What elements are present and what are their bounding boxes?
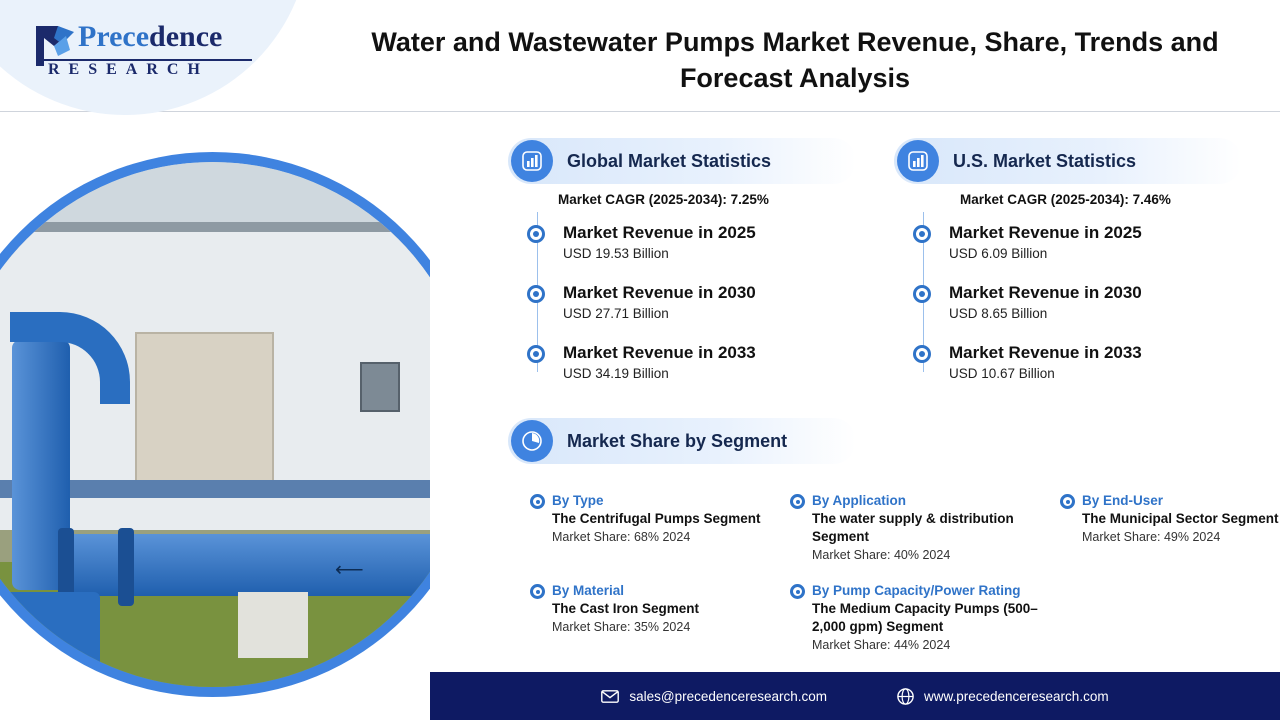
- us-market-statistics-header: [894, 138, 1242, 184]
- bar-chart-icon: [511, 140, 553, 182]
- segment-by-end-user: [1060, 492, 1280, 546]
- content-area: [430, 112, 1280, 672]
- us-stat-2025: [923, 222, 1263, 264]
- stat-bullet-icon: [527, 345, 545, 363]
- segment-bullet-icon: [790, 584, 805, 599]
- segment-by-type: [530, 492, 780, 546]
- segment-category: By Material: [552, 583, 625, 598]
- us-stat-2033: [923, 342, 1263, 384]
- global-stat-label: Market Revenue in 2025: [563, 223, 756, 242]
- segment-bullet-icon: [530, 494, 545, 509]
- brand-name-part2: dence: [149, 20, 223, 53]
- brand-subtitle: RESEARCH: [48, 61, 209, 78]
- us-stat-label: Market Revenue in 2033: [949, 343, 1142, 362]
- segment-bullet-icon: [790, 494, 805, 509]
- brand-logo[interactable]: [26, 18, 296, 90]
- segment-leader: The Medium Capacity Pumps (500–2,000 gpm) Segment: [812, 601, 1038, 634]
- segment-share: Market Share: 68% 2024: [552, 530, 691, 544]
- us-stat-value: USD 8.65 Billion: [949, 306, 1048, 321]
- segment-by-material: [530, 582, 780, 636]
- envelope-icon: [601, 690, 619, 703]
- us-panel-title: U.S. Market Statistics: [953, 150, 1137, 171]
- brand-name: [78, 20, 222, 54]
- stat-bullet-icon: [527, 285, 545, 303]
- segment-leader: The Municipal Sector Segment: [1082, 511, 1279, 526]
- pie-chart-icon: [511, 420, 553, 462]
- segment-leader: The Centrifugal Pumps Segment: [552, 511, 761, 526]
- photo-flow-arrow-icon: ⟵: [335, 559, 364, 581]
- segment-bullet-icon: [530, 584, 545, 599]
- segment-leader: The Cast Iron Segment: [552, 601, 700, 616]
- stat-bullet-icon: [527, 225, 545, 243]
- us-stat-label: Market Revenue in 2025: [949, 223, 1142, 242]
- global-stat-2025: [537, 222, 877, 264]
- header: [0, 0, 1280, 112]
- global-stat-2033: [537, 342, 877, 384]
- footer-email-text: sales@precedenceresearch.com: [629, 688, 827, 704]
- brand-name-part1: Prece: [78, 20, 150, 53]
- global-panel-title: Global Market Statistics: [567, 150, 772, 171]
- footer-email[interactable]: [601, 689, 827, 704]
- stat-bullet-icon: [913, 225, 931, 243]
- segment-category: By Application: [812, 493, 907, 508]
- pump-station-photo: [0, 162, 430, 687]
- segment-by-pump-capacity: [790, 582, 1050, 654]
- global-stat-label: Market Revenue in 2033: [563, 343, 756, 362]
- segment-bullet-icon: [1060, 494, 1075, 509]
- segment-share: Market Share: 35% 2024: [552, 620, 691, 634]
- global-stat-value: USD 19.53 Billion: [563, 246, 669, 261]
- segment-share: Market Share: 49% 2024: [1082, 530, 1221, 544]
- global-stat-value: USD 27.71 Billion: [563, 306, 669, 321]
- segment-share: Market Share: 40% 2024: [812, 548, 951, 562]
- globe-icon: [897, 688, 914, 705]
- segment-category: By End-User: [1082, 493, 1164, 508]
- page-title: Water and Wastewater Pumps Market Revenue, Share, Trends and Forecast Analysis: [371, 27, 1219, 93]
- photo-panel: [0, 112, 430, 720]
- segments-panel-title: Market Share by Segment: [567, 430, 788, 451]
- us-stat-label: Market Revenue in 2030: [949, 283, 1142, 302]
- segment-category: By Pump Capacity/Power Rating: [812, 583, 1021, 598]
- stat-bullet-icon: [913, 345, 931, 363]
- stat-bullet-icon: [913, 285, 931, 303]
- segment-category: By Type: [552, 493, 604, 508]
- us-cagr: Market CAGR (2025-2034): 7.46%: [960, 192, 1171, 207]
- photo-door: [135, 332, 274, 486]
- global-market-statistics-header: [508, 138, 856, 184]
- us-stat-2030: [923, 282, 1263, 324]
- global-stat-2030: [537, 282, 877, 324]
- global-stat-label: Market Revenue in 2030: [563, 283, 756, 302]
- bar-chart-icon: [897, 140, 939, 182]
- photo-horizontal-pipe: [60, 534, 430, 596]
- photo-ring: [0, 152, 430, 697]
- photo-pipe-flange: [118, 528, 134, 606]
- us-stat-value: USD 6.09 Billion: [949, 246, 1048, 261]
- market-share-by-segment-header: [508, 418, 856, 464]
- segment-share: Market Share: 44% 2024: [812, 638, 951, 652]
- footer-website-text: www.precedenceresearch.com: [923, 688, 1109, 704]
- photo-control-panel: [360, 362, 400, 412]
- segment-by-application: [790, 492, 1040, 564]
- global-stat-value: USD 34.19 Billion: [563, 366, 669, 381]
- us-stat-value: USD 10.67 Billion: [949, 366, 1055, 381]
- global-cagr: Market CAGR (2025-2034): 7.25%: [558, 192, 769, 207]
- segment-leader: The water supply & distribution Segment: [812, 511, 1014, 544]
- photo-pump-base: [0, 592, 100, 672]
- photo-concrete-block: [238, 592, 308, 658]
- footer-website[interactable]: [897, 688, 1109, 705]
- footer-bar: [430, 672, 1280, 720]
